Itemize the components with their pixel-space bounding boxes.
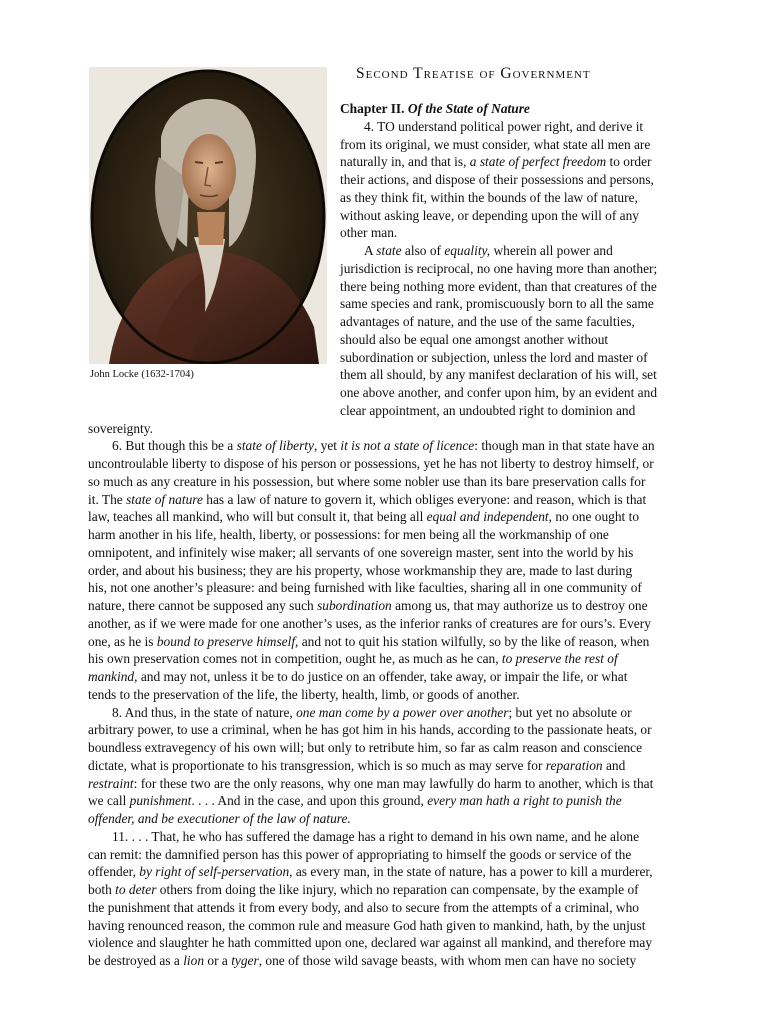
text-line <box>340 100 530 117</box>
text-run: other man. <box>340 225 398 241</box>
text-run: 4. TO understand political power right, and derive it <box>364 118 644 134</box>
text-line <box>88 952 636 969</box>
text-run: advantages of nature, and the use of the same faculties, <box>340 314 635 329</box>
text-run: every man hath a right to punish the <box>427 793 622 809</box>
portrait-image <box>89 67 327 364</box>
text-run: we call <box>88 793 130 809</box>
text-run: both <box>88 882 116 897</box>
text-line <box>340 295 654 312</box>
text-run: , and not to quit his station wilfully, so by the like of reason, when <box>295 633 650 649</box>
text-run: can remit: the damnified person has this power of appropriating to himself the goods or service of the <box>88 846 632 862</box>
text-run: to order <box>606 154 652 170</box>
text-line <box>88 917 645 934</box>
text-line <box>340 136 650 153</box>
text-run: or a <box>204 953 232 968</box>
text-line <box>112 704 632 721</box>
text-run: equality, <box>444 243 491 258</box>
text-run: as they think fit, within the bounds of the law of nature, <box>340 189 638 205</box>
text-run: same species and rank, promiscuously born to all the same <box>340 296 654 312</box>
text-run: has a law of nature to govern it, which obliges everyone: and reason, which is that <box>202 491 647 507</box>
text-run: tyger <box>231 953 259 968</box>
text-line <box>340 171 654 188</box>
text-line <box>88 420 153 437</box>
text-run: 6. But though this be a <box>112 438 237 454</box>
portrait-illustration <box>89 67 327 364</box>
text-run: , no one ought to <box>548 509 640 525</box>
text-run: it is not a state of licence <box>340 438 475 454</box>
text-run: a state of perfect freedom <box>469 154 607 170</box>
text-run: there being nothing more evident, than that creatures of the <box>340 278 657 294</box>
text-line <box>340 189 638 206</box>
text-line <box>88 597 648 614</box>
text-line <box>88 846 631 863</box>
text-run: from its original, we must consider, what state all men are <box>340 136 651 152</box>
text-run: restraint <box>88 775 134 791</box>
text-line <box>88 473 645 490</box>
text-run: Chapter II. <box>340 101 408 116</box>
text-line <box>340 366 657 383</box>
text-line <box>364 242 613 259</box>
text-line <box>88 775 653 792</box>
text-run: : for these two are the only reasons, why one man may lawfully do harm to another, which is that <box>133 775 654 791</box>
text-run: among us, that may authorize us to destroy one <box>391 598 648 613</box>
text-run: and <box>602 757 626 773</box>
text-run: , one of those wild savage beasts, with whom men can have no society <box>258 953 637 968</box>
text-run: A <box>364 243 377 258</box>
text-run: , yet <box>313 438 341 454</box>
text-line <box>340 349 648 366</box>
text-run: uncontroulable liberty to dispose of his person or possessions, yet he has not liberty to destroy himself, or <box>88 456 654 471</box>
text-run: offender, and be executioner of the law of nature. <box>88 811 351 826</box>
text-run: Of the State of Nature <box>407 101 530 116</box>
text-line <box>88 739 642 756</box>
text-line <box>340 331 608 348</box>
text-run: tends to the preservation of the life, the liberty, health, limb, or goods of another. <box>88 686 520 702</box>
text-run: naturally in, and that is, <box>340 154 470 170</box>
text-run: by right of self-perservation <box>139 864 290 880</box>
text-line <box>88 633 649 650</box>
text-run: reparation <box>545 757 603 773</box>
text-run: law, teaches all mankind, who will but consult it, that being all <box>88 509 427 525</box>
text-run: his, not one another’s pleasure: and being furnished with like faculties, sharing all in one community of <box>88 580 642 596</box>
text-run: subordination <box>317 598 392 613</box>
text-line <box>88 863 653 880</box>
text-line <box>340 207 639 224</box>
text-run: violence and slaughter he hath committed upon one, declared war against all mankind, and therefore may <box>88 935 653 951</box>
text-run: arbitrary power, to use a criminal, when he has got him in his hands, according to the passionate heats, or <box>88 722 652 738</box>
text-line <box>88 544 633 561</box>
text-run: 8. And thus, in the state of nature, <box>112 704 297 720</box>
text-run: ; but yet no absolute or <box>508 704 632 720</box>
text-run: . . . . And in the case, and upon this ground, <box>191 793 428 809</box>
text-run: mankind <box>88 669 135 684</box>
text-line <box>88 810 351 827</box>
text-run: them all should, by any manifest declaration of his will, set <box>340 367 657 383</box>
text-run: one man come by a power over another <box>296 704 509 720</box>
text-line <box>88 721 652 738</box>
text-run: lion <box>183 953 205 968</box>
text-line <box>88 757 625 774</box>
text-line <box>88 899 639 916</box>
text-run: be destroyed as a <box>88 953 184 968</box>
text-line <box>88 668 627 685</box>
text-run: to preserve the rest of <box>501 651 618 667</box>
text-line <box>340 224 397 241</box>
text-run: also of <box>401 243 445 258</box>
text-line <box>88 792 622 809</box>
text-run: to deter <box>115 882 157 897</box>
text-line <box>88 526 609 543</box>
text-run: it. The <box>88 491 127 507</box>
text-line <box>88 615 651 632</box>
text-run: bound to preserve himself <box>156 633 296 649</box>
text-line <box>88 508 639 525</box>
text-run: : though man in that state have an <box>474 438 655 454</box>
document-title: Second Treatise of Government <box>356 65 591 82</box>
text-run: omnipotent, and infinitely wise maker; all servants of one sovereign master, sent into the world by his <box>88 544 634 560</box>
text-run: so much as any creature in his possession, but where some nobler use than its bare preservation calls for <box>88 473 646 489</box>
text-run: 11. . . . That, he who has suffered the damage has a right to demand in his own name, and he alone <box>112 828 640 844</box>
text-line <box>112 828 639 845</box>
text-run: clear appointment, an undoubted right to dominion and <box>340 402 636 418</box>
text-run: wherein all power and <box>490 243 613 258</box>
text-run: his own preservation comes not in competition, ought he, as much as he can, <box>88 651 502 667</box>
text-line <box>340 278 657 295</box>
text-run: the punishment that attends it from every body, and also to secure from the attempts of a criminal, who <box>88 899 639 915</box>
text-run: dictate, what is proportionate to his transgression, which is so much as may serve for <box>88 757 546 773</box>
text-run: state of nature <box>126 491 203 507</box>
text-run: another, as if we were made for one another’s uses, as the inferior ranks of creatures are for ours’s. Every <box>88 615 651 631</box>
text-run: having renounced reason, the common rule and measure God hath given to mankind, hath, by the unjust <box>88 917 646 933</box>
text-run: jurisdiction is reciprocal, no one having more than another; <box>340 260 658 276</box>
text-line <box>340 153 652 170</box>
text-run: one above another, and confer upon him, by an evident and <box>340 385 658 400</box>
text-run: state of liberty <box>236 438 314 454</box>
text-run: subordination or subjection, unless the lord and master of <box>340 349 648 365</box>
text-line <box>88 881 639 898</box>
text-run: equal and independent <box>426 509 549 525</box>
text-run: punishment <box>129 793 192 809</box>
text-line <box>88 579 642 596</box>
text-line <box>340 402 635 419</box>
text-line <box>88 650 618 667</box>
text-line <box>88 491 646 508</box>
text-line <box>364 118 643 135</box>
text-run: order, and about his business; they are his property, whose workmanship they are, made to last during <box>88 562 633 578</box>
text-line <box>340 260 657 277</box>
text-run: without asking leave, or depending upon the will of any <box>340 207 639 223</box>
portrait-caption: John Locke (1632-1704) <box>90 369 194 380</box>
text-run: sovereignty. <box>88 420 153 436</box>
text-run: harm another in his life, health, liberty, or possessions: for men being all the workmanship of one <box>88 527 609 542</box>
text-run: others from doing the like injury, which no reparation can compensate, by the example of <box>156 882 639 897</box>
text-run: one, as he is <box>88 633 157 649</box>
text-run: their actions, and dispose of their possessions and persons, <box>340 172 654 187</box>
text-line <box>88 562 632 579</box>
text-line <box>340 313 635 330</box>
text-line <box>340 384 657 401</box>
text-run: boundless extravegency of his own will; but only to retribute him, so far as calm reason and conscience <box>88 740 643 755</box>
text-line <box>112 437 655 454</box>
text-line <box>88 686 520 703</box>
text-run: nature, there cannot be supposed any such <box>88 598 318 613</box>
text-run: should also be equal one amongst another without <box>340 331 609 347</box>
text-run: offender, <box>88 864 140 880</box>
text-run: , as every man, in the state of nature, has a power to kill a murderer, <box>289 864 653 880</box>
text-line <box>88 455 654 472</box>
text-line <box>88 934 652 951</box>
text-run: , and may not, unless it be to do justice on an offender, take away, or impair the life, or what <box>134 669 628 684</box>
text-run: state <box>376 243 402 258</box>
